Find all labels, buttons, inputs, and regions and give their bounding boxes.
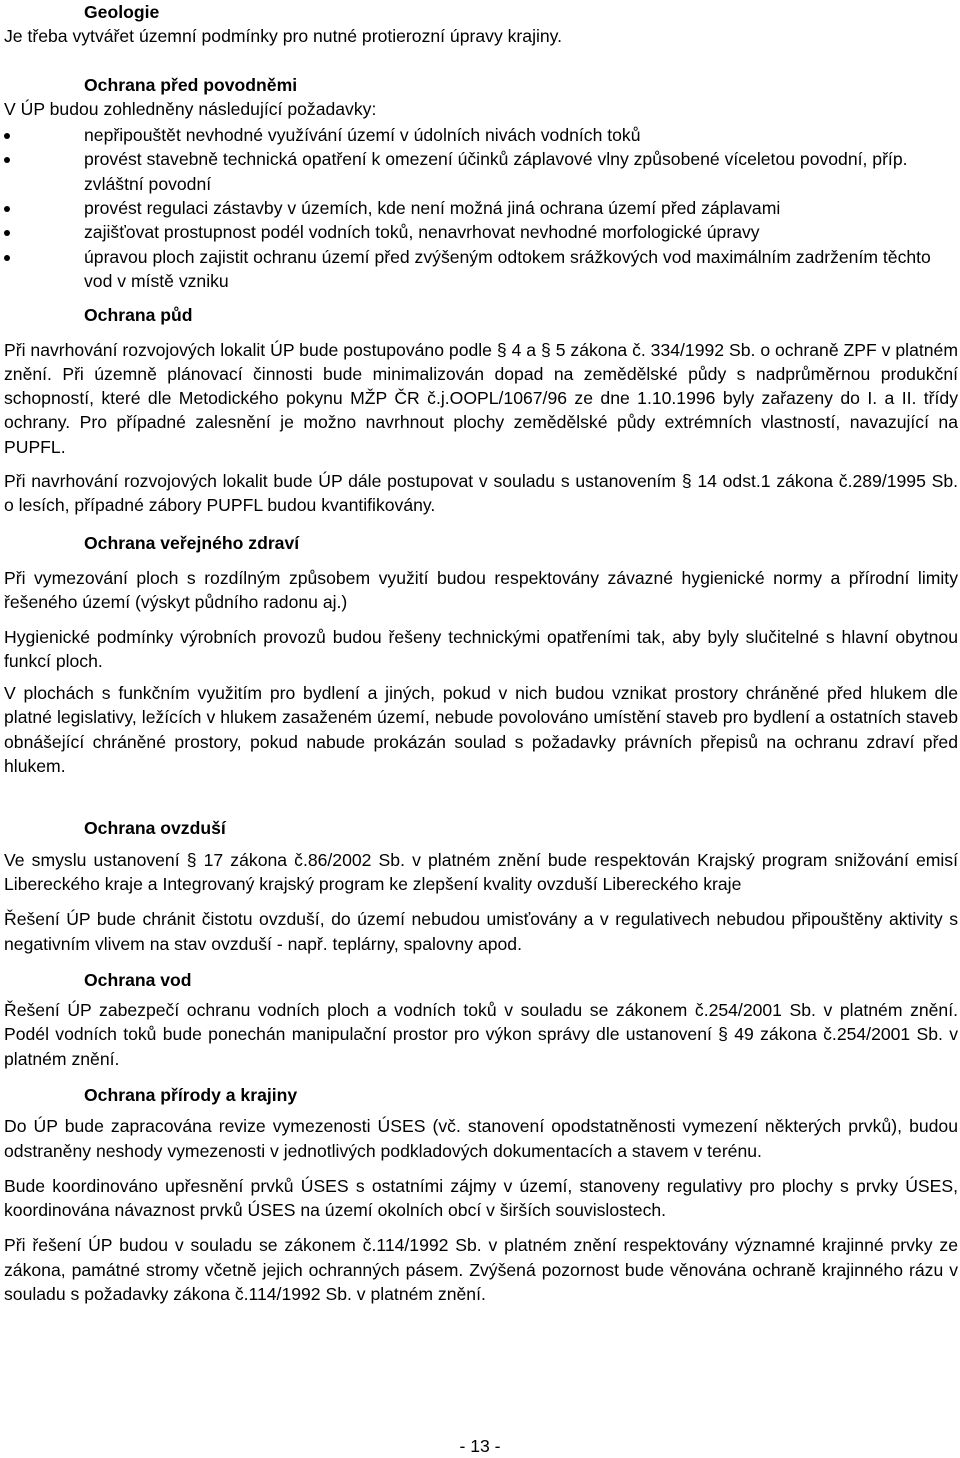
document-page: [4, 0, 958, 1306]
bullet-icon: [4, 133, 10, 139]
list-item: [4, 220, 958, 244]
list-item-text: provést regulaci zástavby v územích, kde není možná jiná ochrana území před záplavami: [84, 198, 781, 219]
section-geologie: [4, 0, 958, 49]
section-heading: Ochrana vod: [84, 969, 192, 990]
section-ochrana-prirody-a-krajiny: [4, 1083, 958, 1306]
list-item-text: zajišťovat prostupnost podél vodních toků, nenavrhovat nevhodné morfologické úpravy: [84, 222, 760, 243]
section-ochrana-vod: [4, 968, 958, 1071]
list-item: [4, 147, 958, 196]
paragraph: Ve smyslu ustanovení § 17 zákona č.86/2002 Sb. v platném znění bude respektován Krajský program snižování emisí Libereckého kraje a Integrovaný krajský program ke zlepšení kvality ovzduší Libereckého kraje: [4, 849, 958, 894]
paragraph: Je třeba vytvářet územní podmínky pro nutné protierozní úpravy krajiny.: [4, 26, 563, 47]
paragraph: Do ÚP bude zapracována revize vymezenosti ÚSES (vč. stanovení opodstatněnosti vymezení některých prvků), budou odstraněny neshody vymezenosti v jednotlivých podkladových dokumentacích a stavem v terénu.: [4, 1116, 958, 1161]
section-heading: Ochrana ovzduší: [84, 818, 226, 839]
section-heading: Ochrana přírody a krajiny: [84, 1084, 298, 1105]
section-heading: Ochrana půd: [84, 305, 193, 326]
bullet-icon: [4, 206, 10, 212]
bullet-icon: [4, 230, 10, 236]
section-ochrana-ovzdusi: [4, 816, 958, 955]
section-ochrana-verejneho-zdravi: [4, 531, 958, 779]
paragraph: Při řešení ÚP budou v souladu se zákonem č.114/1992 Sb. v platném znění respektovány významné krajinné prvky ze zákona, památné stromy včetně jejich ochranných pásem. Zvýšená pozornost bude věnována ochraně krajinného rázu v souladu s požadavky zákona č.114/1992 Sb. v platném znění.: [4, 1235, 958, 1305]
list-item: [4, 123, 958, 147]
paragraph: Při navrhování rozvojových lokalit ÚP bude postupováno podle § 4 a § 5 zákona č. 334/1992 Sb. o ochraně ZPF v platném znění. Při územně plánovací činnosti bude minimalizován dopad na zemědělské půdy s nadprůměrnou produkční schopností, které dle Metodického pokynu MŽP ČR č.j.OOPL/1067/96 ze dne 1.10.1996 byly zařazeny do I. a II. třídy ochrany. Pro případné zalesnění je možno navrhnout plochy zemědělské půdy extrémních vlastností, navazující na PUPFL.: [4, 339, 958, 457]
paragraph: Řešení ÚP zabezpečí ochranu vodních ploch a vodních toků v souladu se zákonem č.254/2001 Sb. v platném znění. Podél vodních toků bude ponechán manipulační prostor pro výkon správy dle ustanovení § 49 zákona č.254/2001 Sb. v platném znění.: [4, 1000, 958, 1069]
section-ochrana-pud: [4, 303, 958, 517]
list-item: [4, 245, 958, 294]
section-heading: Ochrana veřejného zdraví: [84, 532, 300, 553]
paragraph: Při navrhování rozvojových lokalit bude ÚP dále postupovat v souladu s ustanovením § 14 odst.1 zákona č.289/1995 Sb. o lesích, případné zábory PUPFL budou kvantifikovány.: [4, 471, 958, 516]
page-number: - 13 -: [459, 1436, 501, 1456]
bullet-icon: [4, 255, 10, 261]
paragraph: Při vymezování ploch s rozdílným způsobem využití budou respektovány závazné hygienické normy a přírodní limity řešeného území (výskyt půdního radonu aj.): [4, 567, 958, 613]
list-item: [4, 196, 958, 220]
bullet-icon: [4, 157, 10, 163]
paragraph: Řešení ÚP bude chránit čistotu ovzduší, do území nebudou umisťovány a v regulativech nebudou připouštěny aktivity s negativním vlivem na stav ovzduší - např. teplárny, spalovny apod.: [4, 909, 958, 954]
list-item-text: nepřipouštět nevhodné využívání území v údolních nivách vodních toků: [84, 125, 641, 146]
list-item-text: provést stavebně technická opatření k omezení účinků záplavové vlny způsobené víceletou povodní, příp. zvláštní povodní: [84, 149, 908, 194]
section-ochrana-pred-povodnemi: [4, 73, 958, 294]
section-heading: Geologie: [84, 2, 160, 22]
paragraph: Hygienické podmínky výrobních provozů budou řešeny technickými opatřeními tak, aby byly slučitelné s hlavní obytnou funkcí ploch.: [4, 626, 958, 671]
paragraph: V plochách s funkčním využitím pro bydlení a jiných, pokud v nich budou vznikat prostory chráněné před hlukem dle platné legislativy, ležících v hlukem zasaženém území, nebude povolováno umístění staveb pro bydlení a ostatních staveb obnášející chráněné prostory, pokud nabude prokázán soulad s požadavky právních přepisů na ochranu zdraví před hlukem.: [4, 683, 958, 777]
requirements-list: [4, 123, 958, 293]
list-item-text: úpravou ploch zajistit ochranu území před zvýšeným odtokem srážkových vod maximálním zadržením těchto vod v místě vzniku: [84, 246, 931, 291]
paragraph: Bude koordinováno upřesnění prvků ÚSES s ostatními zájmy v území, stanoveny regulativy pro plochy s prvky ÚSES, koordinována návaznost prvků ÚSES na území okolních obcí v širších souvislostech.: [4, 1175, 958, 1221]
section-heading: Ochrana před povodněmi: [84, 74, 298, 95]
paragraph: V ÚP budou zohledněny následující požadavky:: [4, 98, 377, 119]
